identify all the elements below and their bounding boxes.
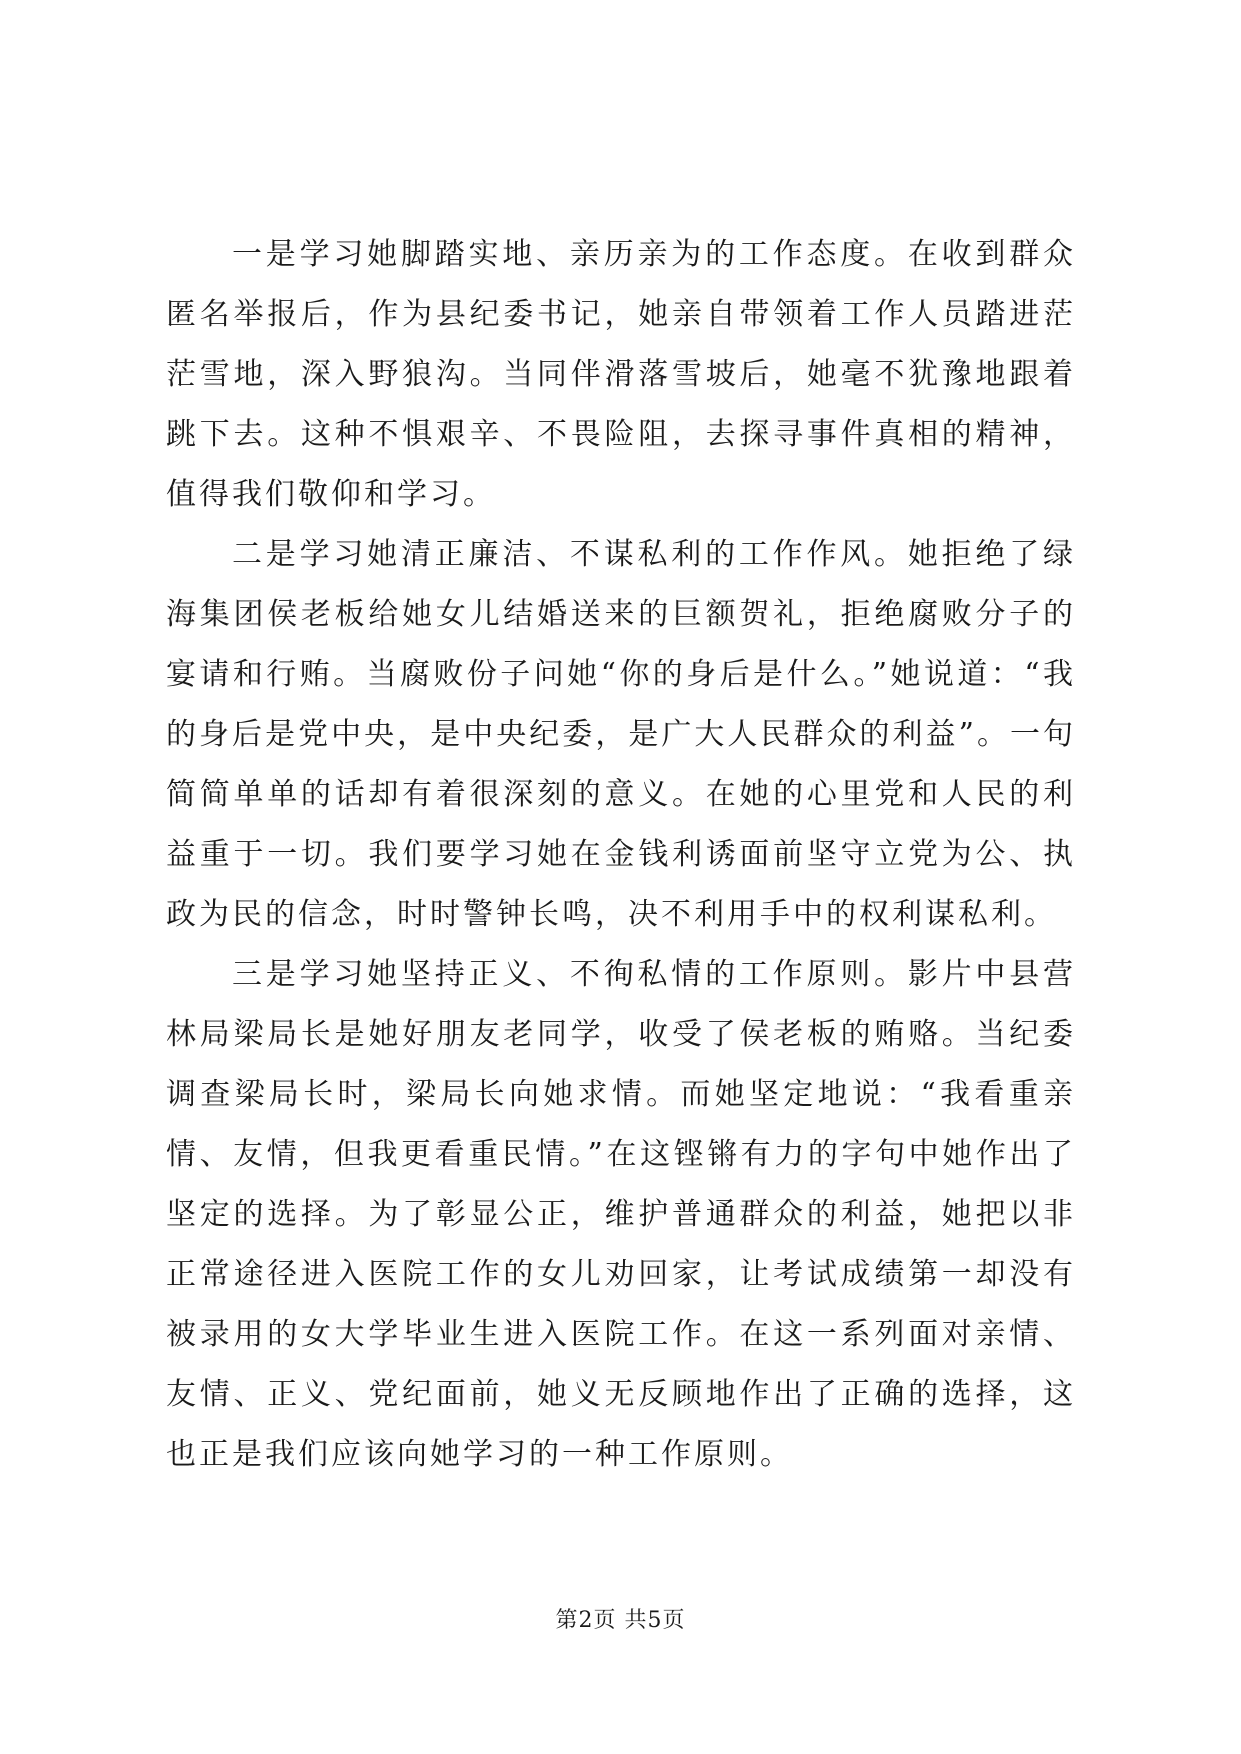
document-body — [166, 225, 1076, 1485]
page-number-footer: 第2页 共5页 — [555, 1608, 686, 1633]
paragraph-2: 二是学习她清正廉洁、不谋私利的工作作风。她拒绝了绿海集团侯老板给她女儿结婚送来的巨额贺礼，拒绝腐败分子的宴请和行贿。当腐败份子问她“你的身后是什么。”她说道：“我的身后是党中央，是中央纪委，是广大人民群众的利益”。一句简简单单的话却有着很深刻的意义。在她的心里党和人民的利益重于一切。我们要学习她在金钱利诱面前坚守立党为公、执政为民的信念，时时警钟长鸣，决不利用手中的权利谋私利。 — [166, 537, 1076, 932]
paragraph-1: 一是学习她脚踏实地、亲历亲为的工作态度。在收到群众匿名举报后，作为县纪委书记，她亲自带领着工作人员踏进茫茫雪地，深入野狼沟。当同伴滑落雪坡后，她毫不犹豫地跟着跳下去。这种不惧艰辛、不畏险阻，去探寻事件真相的精神，值得我们敬仰和学习。 — [166, 237, 1076, 512]
paragraph-3: 三是学习她坚持正义、不徇私情的工作原则。影片中县营林局梁局长是她好朋友老同学，收受了侯老板的贿赂。当纪委调查梁局长时，梁局长向她求情。而她坚定地说：“我看重亲情、友情，但我更看重民情。”在这铿锵有力的字句中她作出了坚定的选择。为了彰显公正，维护普通群众的利益，她把以非正常途径进入医院工作的女儿劝回家，让考试成绩第一却没有被录用的女大学毕业生进入医院工作。在这一系列面对亲情、友情、正义、党纪面前，她义无反顾地作出了正确的选择，这也正是我们应该向她学习的一种工作原则。 — [166, 957, 1076, 1472]
